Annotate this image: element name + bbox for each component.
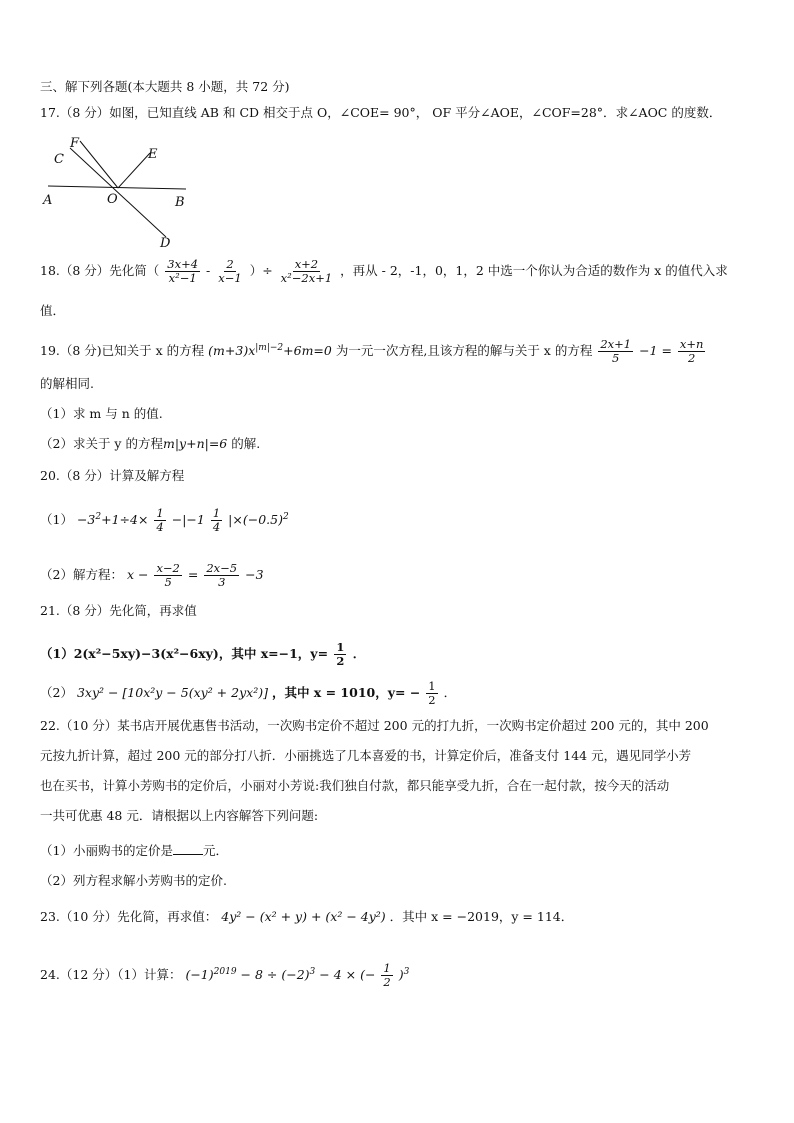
question-20-head: 20.（8 分）计算及解方程 (40, 468, 185, 483)
q21-sub2: （2） 3xy² − [10x²y − 5(xy² + 2yx²)] ，其中 x = 1010，y= − $\frac{1}{2}$ ． (40, 679, 457, 707)
question-17-text: 17.（8 分）如图，已知直线 AB 和 CD 相交于点 O，∠COE= 90°， OF 平分∠AOE，∠COF=28°．求∠AOC 的度数． (40, 105, 722, 120)
q22-sub2: （2）列方程求解小芳购书的定价. (40, 873, 227, 888)
q22-sub1: （1）小丽购书的定价是 元． (40, 843, 228, 858)
q18-tail: ，再从 - 2，-1，0，1，2 中选一个你认为合适的数作为 x 的值代入求 (340, 263, 728, 278)
q22-line-2: 元按九折计算，超过 200 元的部分打八折．小丽挑选了几本喜爱的书，计算定价后，准备支付 144 元，遇见同学小芳 (40, 748, 692, 763)
question-23: 23.（10 分）先化简，再求值： 4y² − (x² + y) + (x² − 4y²) ．其中 x = −2019，y = 114． (40, 909, 574, 924)
q21-expression: 3xy² − [10x²y − 5(xy² + 2yx²)] (76, 685, 268, 700)
q18-fraction-1: $\frac{3x+4}{\text{x²−1}}$ (167, 257, 199, 285)
q20-sub1: $(1) -3^2+1\div 4\times$ $\frac{1}{4}$ −|−1 $\frac{1}{4}$ $|\times(-0.5)^2$ (40, 506, 289, 534)
label-a: A (43, 193, 53, 208)
q19-fraction-1: $\frac{2x+1}{5}$ (600, 337, 632, 365)
question-19: 19.（8 分)已知关于 x 的方程 $(m+3)x^{|m|-2}+6m=0$ 为一元一次方程,且该方程的解与关于 x 的方程 $\frac{2x+1}{5}$ −1 = $\frac{x+n}{2}$ (40, 337, 704, 365)
label-b: B (175, 195, 185, 210)
q19-equation: $(m+3)x^{|m|-2}+6m=0$ (208, 342, 332, 358)
label-e: E (148, 147, 158, 162)
q19-sub1: （1）求 m 与 n 的值. (40, 406, 163, 421)
q22-line-4: 一共可优惠 48 元．请根据以上内容解答下列问题: (40, 808, 319, 823)
ray-of (80, 141, 118, 188)
q23-expression: 4y² − (x² + y) + (x² − 4y²) (221, 909, 386, 924)
q18-head: 18.（8 分）先化简（ (40, 263, 160, 278)
q19-fraction-2: $\frac{x+n}{2}$ (679, 337, 704, 365)
q18-line2: 值． (40, 303, 66, 318)
q18-fraction-2: $\frac{2}{x-1}$ (218, 257, 242, 285)
ray-oe (118, 153, 150, 188)
q21-sub1: （1）2(x²−5xy)−3(x²−6xy)，其中 x=−1，y= $\frac{1}{2}$ ． (40, 640, 366, 668)
question-24: 24.（12 分）（1）计算： $(-1)^{2019} - 8 \div (-2)^3 - 4$ × (− $\frac{1}{2}$ )$^3$ (40, 961, 410, 989)
q17-figure (38, 133, 208, 253)
q22-line-3: 也在买书，计算小芳购书的定价后，小丽对小芳说:我们独自付款，都只能享受九折，合在一起付款，按今天的活动 (40, 778, 670, 793)
q22-line-1: 22.（10 分）某书店开展优惠售书活动，一次购书定价不超过 200 元的打九折，一次购书定价超过 200 元的，其中 200 (40, 718, 709, 733)
q19-line2: 的解相同. (40, 376, 94, 391)
question-21-head: 21.（8 分）先化简，再求值 (40, 603, 197, 618)
label-c: C (54, 152, 64, 167)
label-f: F (70, 136, 80, 151)
q20-sub2: （2）解方程： x − $\frac{x-2}{5}$ = $\frac{2x-5}{3}$ −3 (40, 561, 264, 589)
q19-sub2: （2）求关于 y 的方程m|y+n|=6 的解. (40, 436, 261, 451)
label-d: D (160, 236, 171, 251)
q18-fraction-3: $\frac{x+2}{\text{x²−2x+1}}$ (280, 257, 333, 285)
section-title: 三、解下列各题(本大题共 8 小题，共 72 分) (40, 79, 290, 94)
label-o: O (107, 192, 118, 207)
question-18: 18.（8 分）先化简（ $\frac{3x+4}{\text{x²−1}}$ - $\frac{2}{x-1}$ ）÷ $\frac{x+2}{\text{x²−2x+1}}$ ，再从 - 2，-1，0，1，2 中选一个你认为合适的数作为 x 的值代入求 (40, 257, 728, 285)
answer-blank (173, 843, 203, 855)
